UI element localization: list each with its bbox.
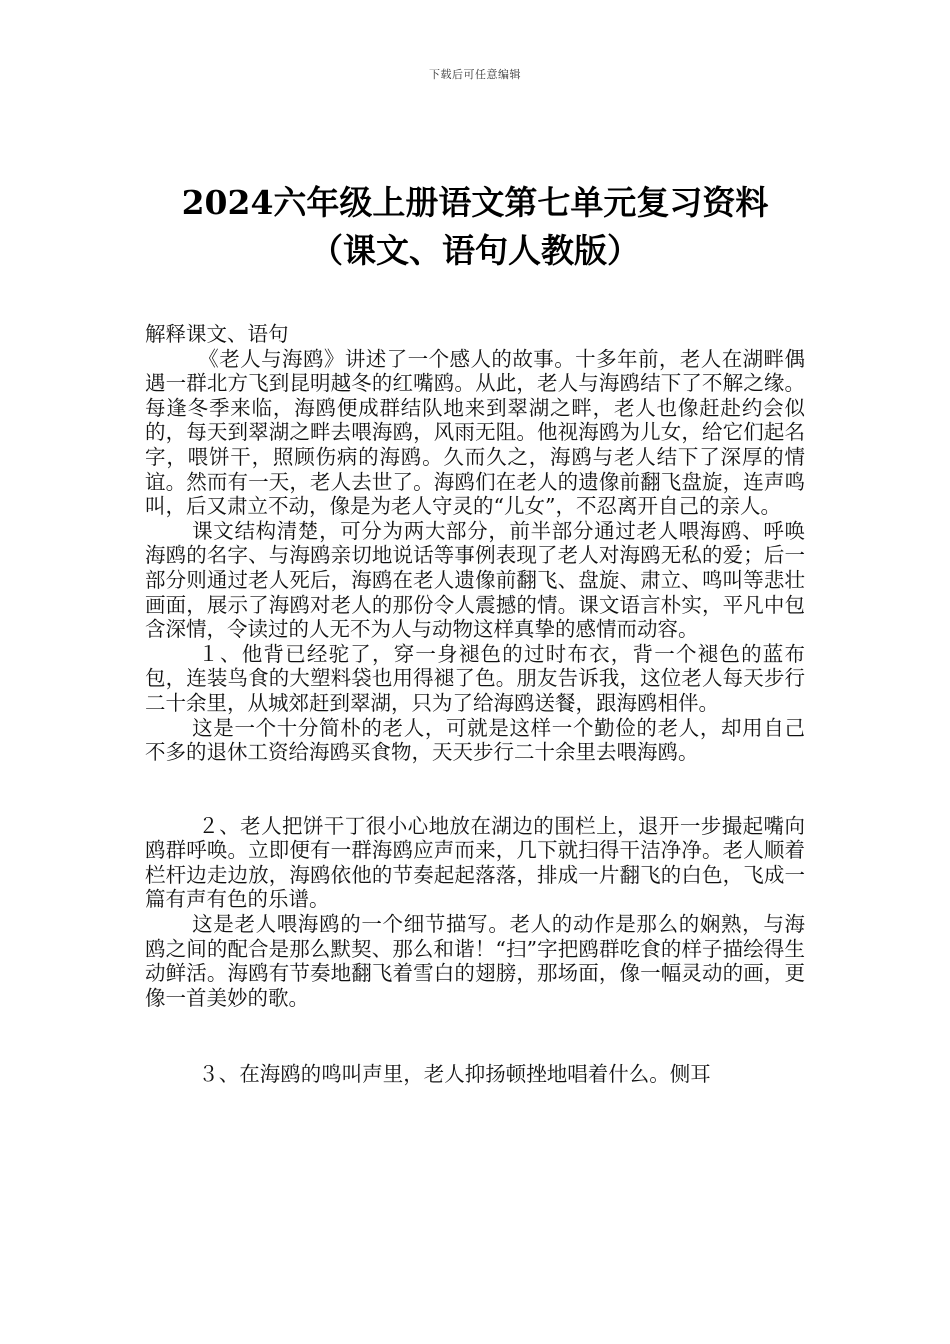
document-subtitle: （课文、语句人教版） [310,231,640,270]
paragraph-sentence-2: ２、老人把饼干丁很小心地放在湖边的围栏上，退开一步撮起嘴向鸥群呼唤。立即便有一群海鸥应声而来，几下就扫得干洁净净。老人顺着栏杆边走边放，海鸥依他的节奏起起落落，排成一片翻飞的白色，飞成一篇有声有色的乐谱。 [145,813,805,912]
paragraph-structure: 课文结构清楚，可分为两大部分，前半部分通过老人喂海鸥、呼唤海鸥的名字、与海鸥亲切地说话等事例表现了老人对海鸥无私的爱；后一部分则通过老人死后，海鸥在老人遗像前翻飞、盘旋、肃立、鸣叫等悲壮画面，展示了海鸥对老人的那份令人震撼的情。课文语言朴实，平凡中包含深情，令读过的人无不为人与动物这样真挚的感情而动容。 [145,518,805,642]
paragraph-sentence-3: ３、在海鸥的鸣叫声里，老人抑扬顿挫地唱着什么。侧耳 [198,1062,711,1087]
document-body [145,322,805,1087]
document-title: 2024六年级上册语文第七单元复习资料 [181,183,769,222]
page-header-note: 下载后可任意编辑 [429,68,521,81]
section-label: 解释课文、语句 [145,322,289,346]
paragraph-sentence-1: １、他背已经驼了，穿一身褪色的过时布衣，背一个褪色的蓝布包，连装鸟食的大塑料袋也用得褪了色。朋友告诉我，这位老人每天步行二十余里，从城郊赶到翠湖，只为了给海鸥送餐，跟海鸥相伴。 [145,641,805,715]
paragraph-summary: 《老人与海鸥》讲述了一个感人的故事。十多年前，老人在湖畔偶遇一群北方飞到昆明越冬的红嘴鸥。从此，老人与海鸥结下了不解之缘。每逢冬季来临，海鸥便成群结队地来到翠湖之畔，老人也像赶赴约会似的，每天到翠湖之畔去喂海鸥，风雨无阻。他视海鸥为儿女，给它们起名字，喂饼干，照顾伤病的海鸥。久而久之，海鸥与老人结下了深厚的情谊。然而有一天，老人去世了。海鸥们在老人的遗像前翻飞盘旋，连声鸣叫，后又肃立不动，像是为老人守灵的“儿女”，不忍离开自己的亲人。 [145,346,805,519]
paragraph-analysis-1: 这是一个十分简朴的老人，可就是这样一个勤俭的老人，却用自己不多的退休工资给海鸥买食物，天天步行二十余里去喂海鸥。 [145,715,805,765]
paragraph-analysis-2: 这是老人喂海鸥的一个细节描写。老人的动作是那么的娴熟，与海鸥之间的配合是那么默契、那么和谐！“扫”字把鸥群吃食的样子描绘得生动鲜活。海鸥有节奏地翻飞着雪白的翅膀，那场面，像一幅灵动的画，更像一首美妙的歌。 [145,912,805,1010]
